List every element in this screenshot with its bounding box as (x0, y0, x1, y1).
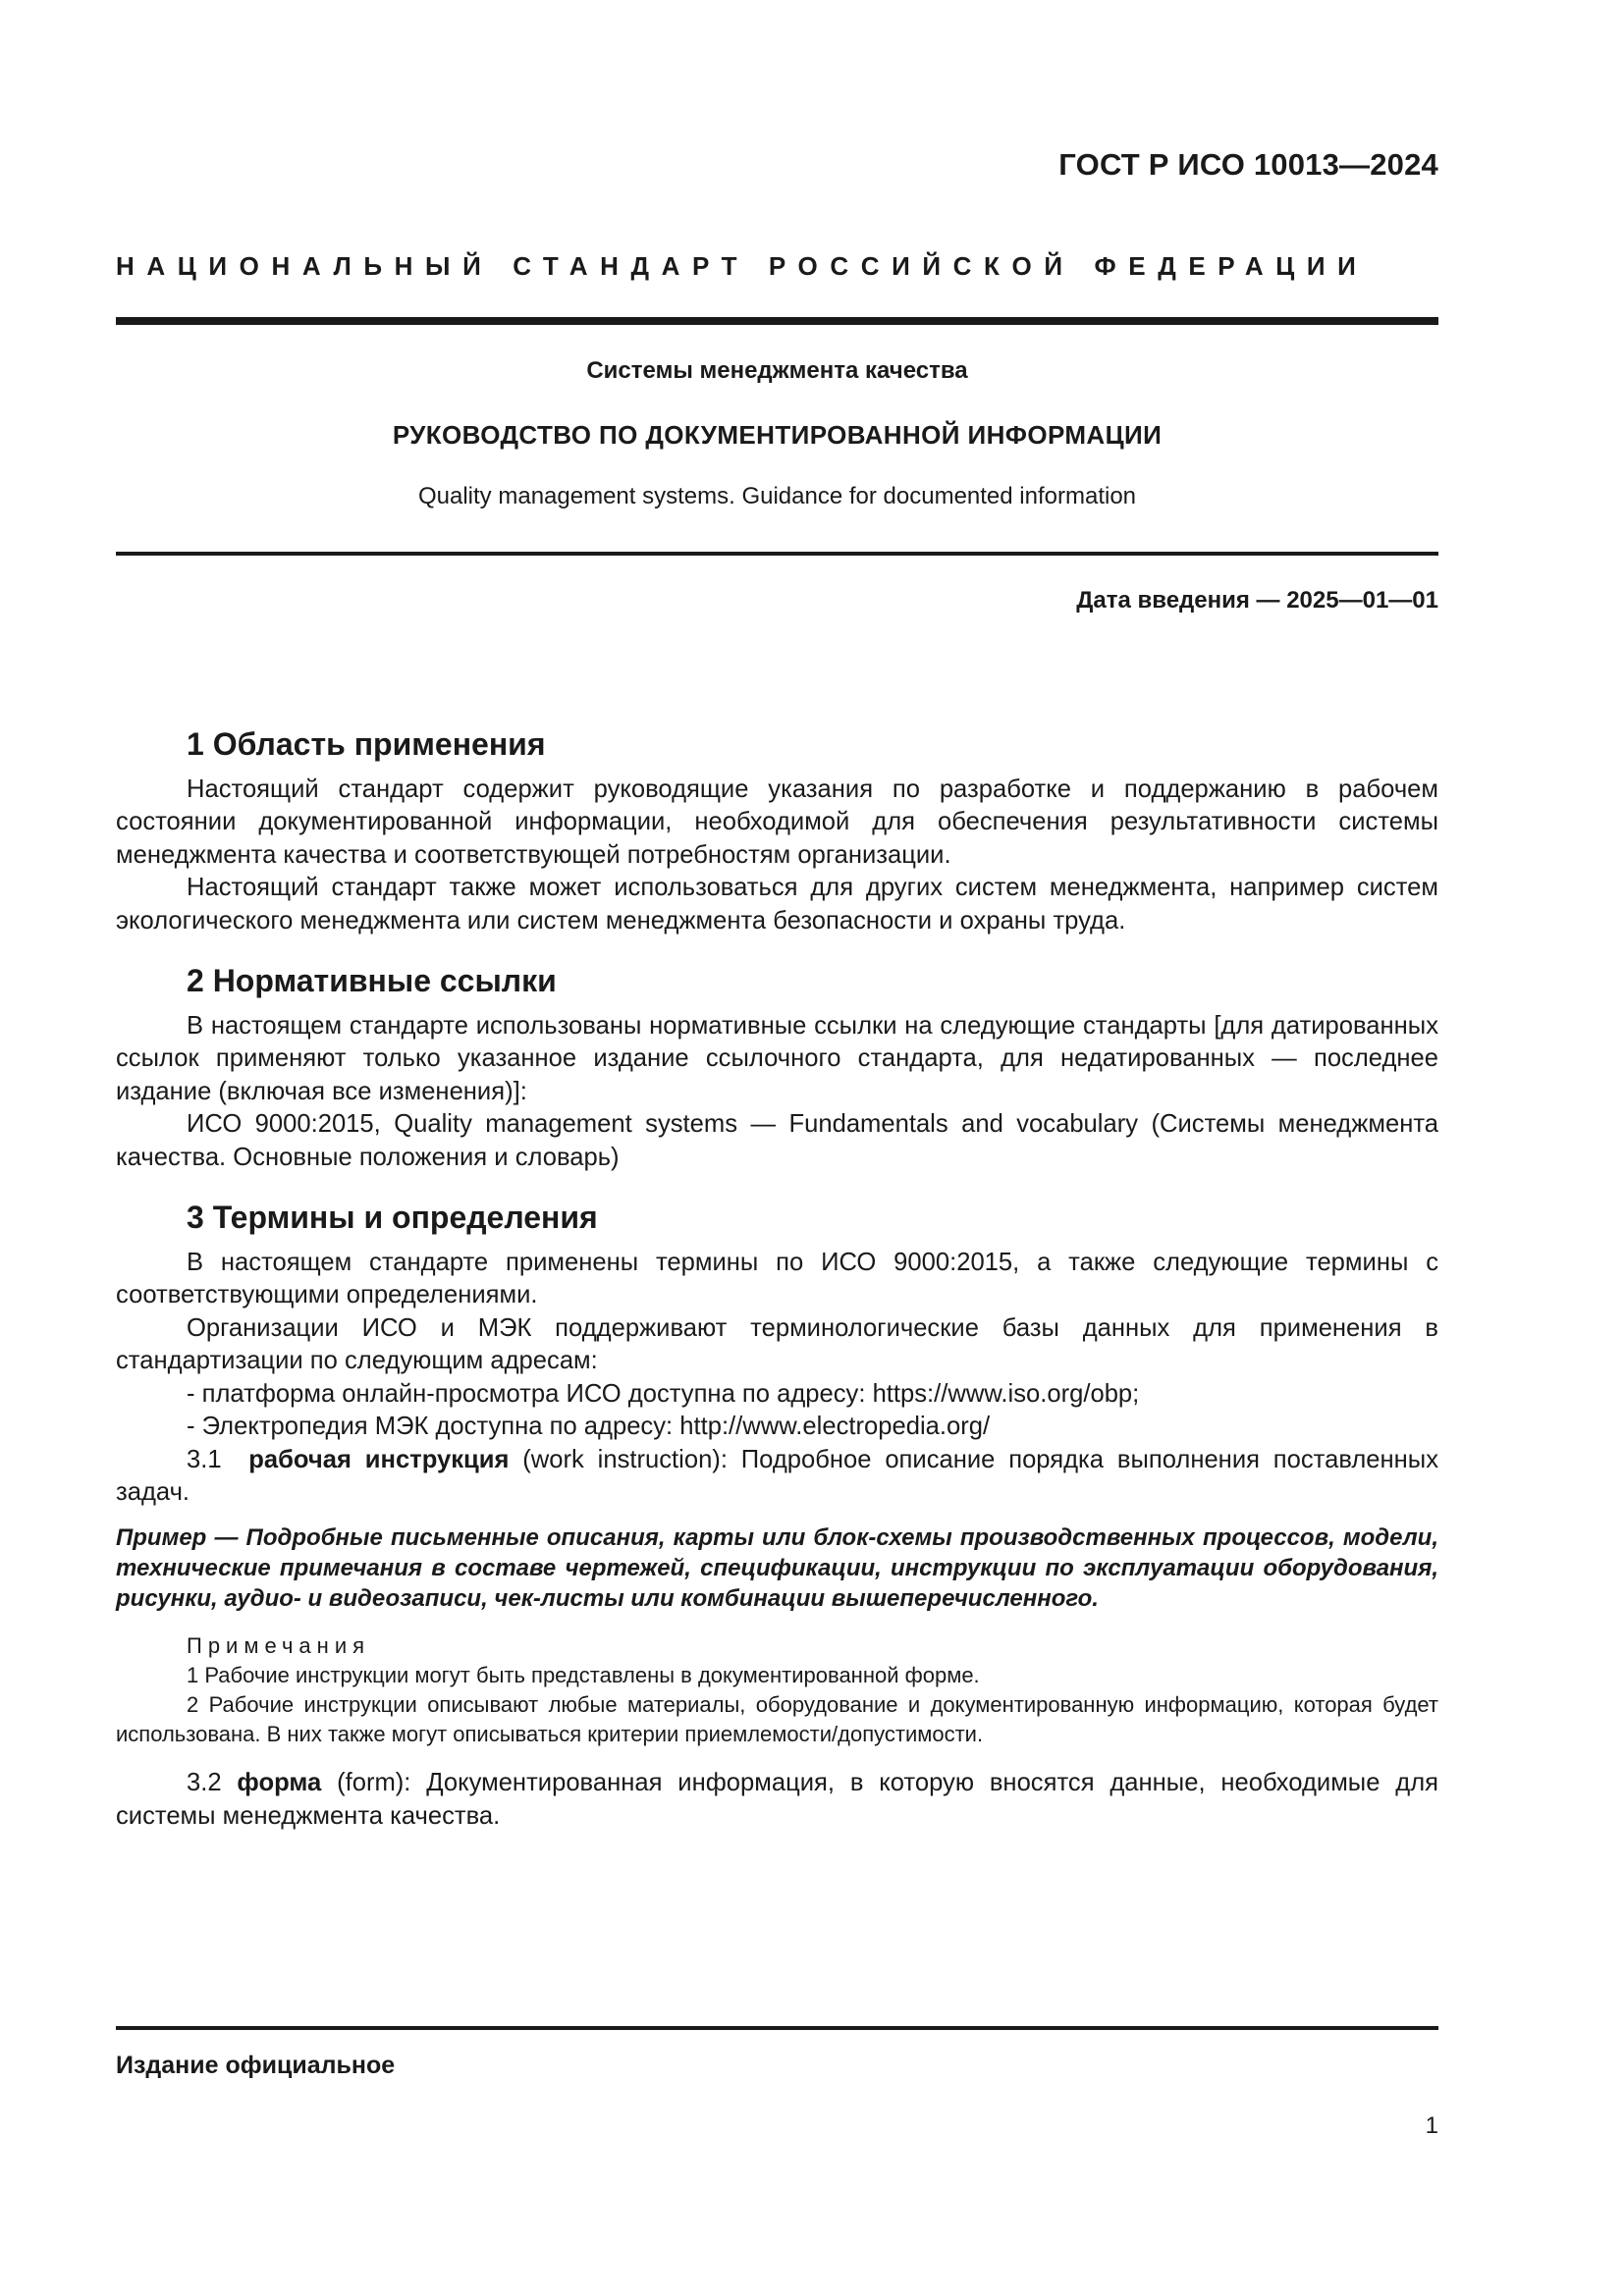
national-standard-banner: НАЦИОНАЛЬНЫЙ СТАНДАРТ РОССИЙСКОЙ ФЕДЕРАЦИИ (116, 251, 1369, 281)
term-3-2 (116, 1767, 1438, 1833)
term-number: 3.2 (187, 1769, 222, 1797)
term-definition: (form): Документированная информация, в которую вносятся данные, необходимые для системы менеджмента качества. (116, 1769, 1438, 1830)
term-3-1 (116, 1444, 1438, 1510)
document-title: РУКОВОДСТВО ПО ДОКУМЕНТИРОВАННОЙ ИНФОРМАЦИИ (392, 420, 1163, 450)
list-item: - Электропедия МЭК доступна по адресу: http://www.electropedia.org/ (187, 1413, 991, 1441)
term-name: форма (237, 1769, 322, 1797)
section-3-heading: 3 Термины и определения (187, 1200, 598, 1236)
title-rule (116, 552, 1438, 556)
term-name: рабочая инструкция (248, 1445, 510, 1473)
section-3-paragraph: Организации ИСО и МЭК поддерживают терминологические базы данных для применения в стандартизации по следующим адресам: (116, 1313, 1438, 1375)
document-subtitle: Системы менеджмента качества (586, 357, 968, 384)
section-2-heading: 2 Нормативные ссылки (187, 963, 557, 999)
official-edition-label: Издание официальное (116, 2052, 396, 2079)
section-1-paragraph: Настоящий стандарт также может использоваться для других систем менеджмента, например систем экологического менеджмента или систем менеджмента безопасности и охраны труда. (116, 874, 1438, 934)
section-3-paragraph: В настоящем стандарте применены термины по ИСО 9000:2015, а также следующие термины с соответствующими определениями. (116, 1249, 1438, 1309)
section-2-paragraph: В настоящем стандарте использованы нормативные ссылки на следующие стандарты [для датированных ссылок применяют только указанное издание ссылочного стандарта, для недатированных — последнее издание (включая все изменения)]: (116, 1012, 1438, 1105)
footer-rule (116, 2026, 1438, 2030)
term-example: Пример — Подробные письменные описания, карты или блок-схемы производственных процессов, модели, технические примечания в составе чертежей, спецификации, инструкции по эксплуатации оборудования, рисунки, аудио- и видеозаписи, чек-листы или комбинации вышеперечисленного. (116, 1524, 1438, 1613)
section-1-paragraph: Настоящий стандарт содержит руководящие указания по разработке и поддержанию в рабочем состоянии документированной информации, необходимой для обеспечения результативности системы менеджмента качества и соответствующей потребностям организации. (116, 775, 1438, 869)
section-1-heading: 1 Область применения (187, 726, 546, 762)
page-number: 1 (1425, 2112, 1438, 2139)
note-item: 1 Рабочие инструкции могут быть представлены в документированной форме. (187, 1663, 980, 1688)
document-body (116, 724, 1438, 1833)
english-title: Quality management systems. Guidance for documented information (417, 483, 1137, 509)
note-item: 2 Рабочие инструкции описывают любые материалы, оборудование и документированную информацию, которая будет использована. В них также могут описываться критерии приемлемости/допустимости. (116, 1692, 1438, 1747)
list-item: - платформа онлайн-просмотра ИСО доступна по адресу: https://www.iso.org/obp; (187, 1379, 1140, 1408)
notes-title: Примечания (187, 1633, 371, 1659)
header-rule (116, 317, 1438, 325)
document-code: ГОСТ Р ИСО 10013—2024 (1058, 147, 1438, 182)
term-definition: (work instruction): Подробное описание порядка выполнения поставленных задач. (116, 1445, 1438, 1506)
normative-reference: ИСО 9000:2015, Quality management systems — Fundamentals and vocabulary (Системы менеджмента качества. Основные положения и словарь) (116, 1110, 1438, 1171)
term-number: 3.1 (187, 1445, 222, 1473)
introduction-date: Дата введения — 2025—01—01 (1076, 587, 1438, 614)
